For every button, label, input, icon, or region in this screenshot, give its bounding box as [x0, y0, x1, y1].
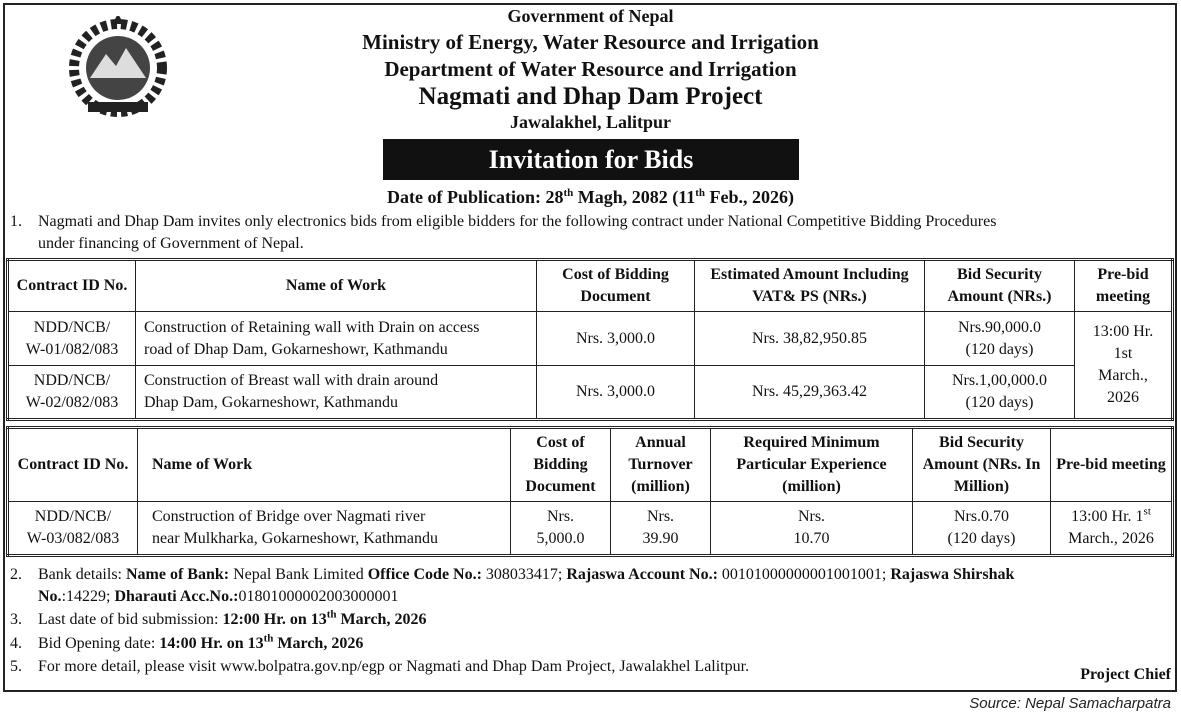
source-credit: Source: Nepal Samacharpatra — [969, 695, 1171, 712]
prebid-cell: 13:00 Hr. 1st March., 2026 — [1075, 312, 1173, 420]
notice-title: Invitation for Bids — [383, 139, 799, 180]
table-row: NDD/NCB/ W-02/082/083 Construction of Breast wall with drain around Dhap Dam, Gokarneshowr, Kathmandu Nrs. 3,000.0 Nrs. 45,29,363.42 Nrs.1,00,000.0 (120 days) — [8, 366, 1173, 420]
col-estimate: Estimated Amount Including VAT& PS (NRs.) — [695, 260, 925, 312]
header-location: Jawalakhel, Lalitpur — [509, 112, 672, 132]
table-header-row — [8, 260, 1173, 312]
signature-project-chief: Project Chief — [1080, 666, 1171, 683]
header-project: Nagmati and Dhap Dam Project — [418, 83, 763, 110]
col-contract-id: Contract ID No. — [8, 260, 136, 312]
col-cost: Cost of Bidding Document — [537, 260, 695, 312]
table-row: NDD/NCB/ W-03/082/083 Construction of Bridge over Nagmati river near Mulkharka, Gokarneshowr, Kathmandu Nrs. 5,000.0 Nrs. 39.90 Nrs. 10.70 Nrs.0.70 (120 days) 13:00 Hr. 1st March., 2026 — [8, 502, 1173, 556]
col-security: Bid Security Amount (NRs.) — [925, 260, 1075, 312]
header-department: Department of Water Resource and Irrigation — [384, 57, 797, 81]
col-prebid: Pre-bid meeting — [1075, 260, 1173, 312]
item-1: 1. Nagmati and Dhap Dam invites only electronics bids from eligible bidders for the following contract under National Competitive Bidding Procedures under financing of Government of Nepal. — [10, 213, 997, 252]
item-2-bank-details: 2. Bank details: Name of Bank: Nepal Bank Limited Office Code No.: 308033417; Rajaswa Account No.: 00101000000001001001; Rajaswa Shirshak No.:14229; Dharauti Acc.No.:01801000002003000001 — [10, 566, 1015, 605]
table-header-row: Contract ID No. Name of Work Cost of Bidding Document Annual Turnover (million) Required Minimum Particular Experience (million) Bid Security Amount (NRs. In Million) Pre-bid meeting — [8, 428, 1173, 502]
publication-date: Date of Publication: 28th Magh, 2082 (11th Feb., 2026) — [386, 187, 795, 207]
item-3-submission-date: 3. Last date of bid submission: 12:00 Hr. on 13th March, 2026 — [10, 608, 427, 628]
contracts-table-2 — [6, 426, 1174, 557]
header-government: Government of Nepal — [507, 6, 674, 26]
item-4-opening-date: 4. Bid Opening date: 14:00 Hr. on 13th March, 2026 — [10, 632, 364, 652]
contracts-table-1 — [6, 258, 1174, 421]
header-ministry: Ministry of Energy, Water Resource and Irrigation — [362, 30, 819, 54]
col-name-of-work: Name of Work — [136, 260, 537, 312]
table-row: NDD/NCB/ W-01/082/083 Construction of Retaining wall with Drain on access road of Dhap Dam, Gokarneshowr, Kathmandu Nrs. 3,000.0 Nrs. 38,82,950.85 Nrs.90,000.0 (120 days) 13:00 Hr. 1st March., 2026 — [8, 312, 1173, 366]
item-5-more-detail: 5. For more detail, please visit www.bolpatra.gov.np/egp or Nagmati and Dhap Dam Project, Jawalakhel Lalitpur. — [10, 658, 750, 675]
